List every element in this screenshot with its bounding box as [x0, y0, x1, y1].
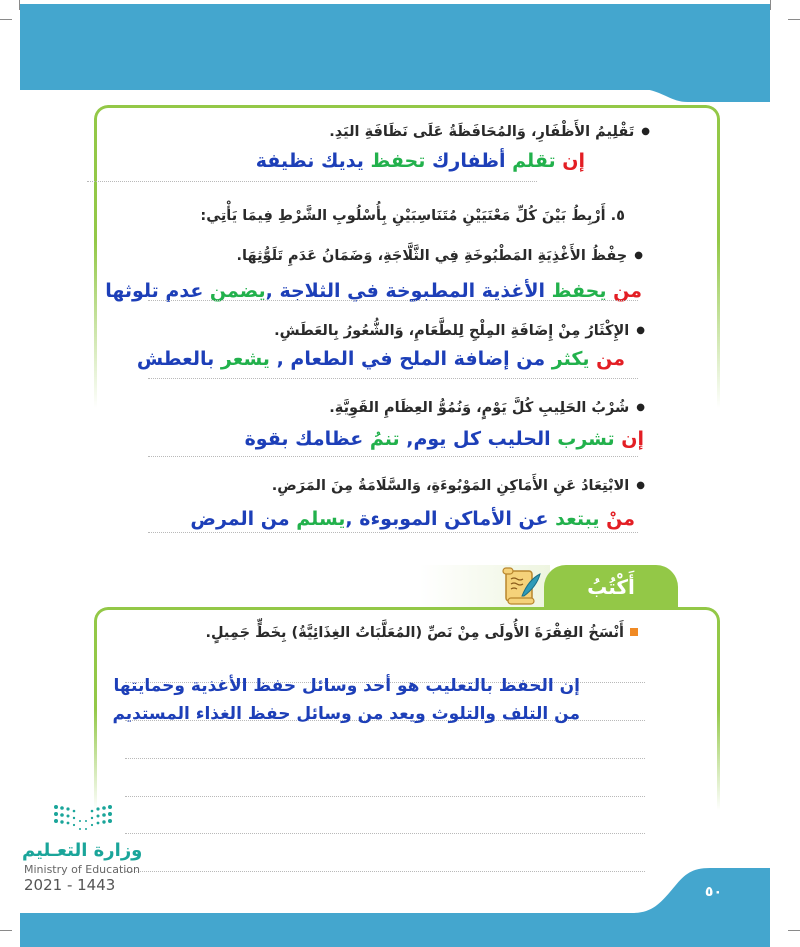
edition-year: 2021 - 1443: [24, 876, 116, 894]
write-prompt: أَنْسَخُ الفِقْرَةَ الأُولَى مِنْ نَصِّ (المُعَلَّبَاتُ الغِذَائِيَّةُ) بِخَطٍّ جَمِيلٍ.: [205, 625, 638, 641]
answer-segment: الحليب كل يوم,: [399, 428, 551, 450]
answer-line: [148, 532, 638, 533]
answer-segment: من: [606, 280, 642, 302]
answer-segment: بالعطش: [136, 348, 215, 370]
answer-segment: تنمُ: [363, 428, 400, 450]
top-banner: [20, 4, 770, 90]
answer-segment: يسلم: [289, 508, 346, 530]
copied-text-line: إن الحفظ بالتعليب هو أحد وسائل حفظ الأغذية وحمايتها: [113, 676, 580, 696]
answer-segment: إن: [555, 150, 585, 172]
answer-text: [245, 428, 644, 450]
answer-segment: أظفارك: [425, 150, 506, 172]
write-tab-label: أَكْتُبُ: [587, 575, 635, 599]
answer-segment: يديك نظيفة: [255, 150, 364, 172]
write-tab: [544, 565, 678, 609]
top-banner-curve: [600, 88, 770, 102]
item-prompt: ● الإِكْثَارُ مِنْ إِضَافَةِ المِلْحِ لِلطَّعَامِ، وَالشُّعُورُ بِالعَطَشِ.: [274, 323, 645, 339]
answer-segment: يكثر: [545, 348, 590, 370]
answer-segment: تحفظ: [363, 150, 426, 172]
answer-segment: تقلم: [505, 150, 556, 172]
answer-segment: من: [589, 348, 625, 370]
answer-text: [256, 150, 585, 172]
scroll-quill-icon: [500, 566, 542, 606]
crop-mark: [0, 930, 12, 931]
page-number: ٥٠: [704, 884, 722, 900]
answer-segment: يحفظ: [545, 280, 607, 302]
answer-text: [137, 348, 625, 370]
answer-line: [148, 378, 638, 379]
ministry-logo-icon: [52, 803, 114, 833]
item-prompt: ● الابْتِعَادُ عَنِ الأَمَاكِنِ المَوْبُوءَةِ، وَالسَّلَامَةُ مِنَ المَرَضِ.: [272, 478, 645, 494]
answer-segment: عن الأماكن الموبوءة ,: [345, 508, 549, 530]
question-5-label: ٥. أَرْبِطُ بَيْنَ كُلِّ مَعْنَيَيْنِ مُتَنَاسِبَيْنِ بِأُسْلُوبِ الشَّرْطِ فِيمَا يَأْتِي:: [200, 208, 625, 224]
item-prompt: ● شُرْبُ الحَلِيبِ كُلَّ يَوْمٍ، وَنُمُوُّ العِظَامِ القَوِيَّةِ.: [329, 400, 645, 416]
ministry-name-arabic: وزارة التعـليم: [22, 840, 143, 861]
item-prompt: ● حِفْظُ الأَغْذِيَةِ المَطْبُوخَةِ فِي الثَّلَّاجَةِ، وَضَمَانُ عَدَمِ تَلَوُّثِهَا.: [237, 248, 643, 264]
answer-text: [105, 280, 642, 302]
answer-segment: إن: [614, 428, 644, 450]
answer-segment: يبتعد: [548, 508, 600, 530]
answer-text: [190, 508, 635, 530]
writing-line: [125, 758, 645, 759]
answer-line: [148, 300, 638, 301]
ministry-name-english: Ministry of Education: [24, 863, 141, 876]
answer-segment: منْ: [599, 508, 635, 530]
item-prompt: ● تَقْلِيمُ الأَظْفَارِ، وَالمُحَافَظَةُ عَلَى نَظَافَةِ اليَدِ.: [329, 124, 650, 140]
crop-mark: [788, 930, 800, 931]
answer-segment: تشرب: [550, 428, 615, 450]
answer-line: [87, 181, 537, 182]
answer-segment: عظامك بقوة: [244, 428, 364, 450]
bottom-banner: [20, 868, 770, 947]
copied-text-line: من التلف والتلوث ويعد من وسائل حفظ الغذاء المستديم: [112, 704, 580, 724]
answer-segment: الأغذية المطبوخة في الثلاجة ,: [265, 280, 546, 302]
answer-line: [148, 456, 638, 457]
crop-mark: [0, 19, 12, 20]
answer-segment: عدم تلوثها: [105, 280, 204, 302]
crop-mark: [788, 19, 800, 20]
writing-line: [125, 833, 645, 834]
crop-mark: [770, 0, 771, 10]
answer-segment: من المرض: [190, 508, 290, 530]
answer-segment: من إضافة الملح في الطعام ,: [269, 348, 546, 370]
answer-segment: يشعر: [214, 348, 270, 370]
answer-segment: يضمن: [203, 280, 266, 302]
writing-line: [125, 796, 645, 797]
